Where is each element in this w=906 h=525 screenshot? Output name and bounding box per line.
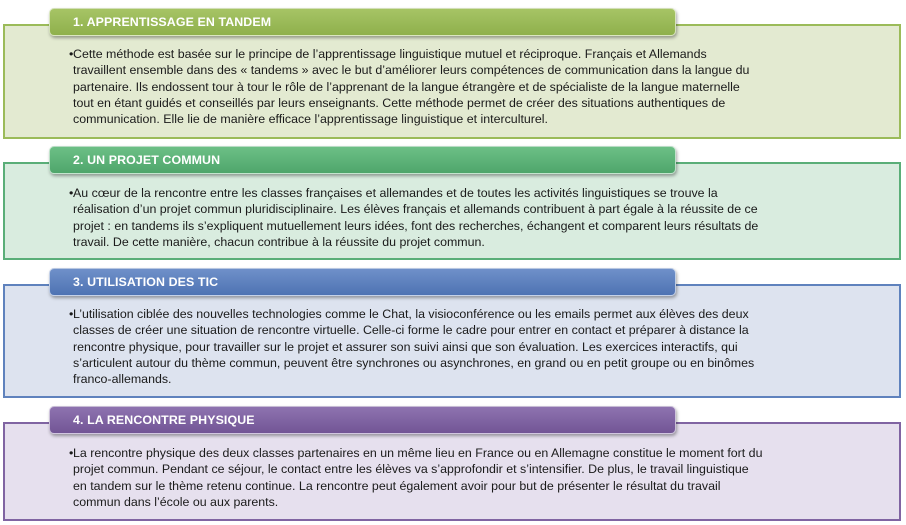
description-line: réalisation d’un projet commun pluridisciplinaire. Les élèves français et allemands contribuent à part égale à la réussite de ce <box>73 202 758 217</box>
description-line: projet commun. Pendant ce séjour, le contact entre les élèves va s’approfondir et s’intensifier. De plus, le travail linguistique <box>73 462 749 477</box>
description-line: L’utilisation ciblée des nouvelles technologies comme le Chat, la visioconférence ou les emails permet aux élèves des deux <box>73 307 749 321</box>
description-line: en tandem sur le thème retenu continue. La rencontre peut également avoir pour but de présenter le résultat du travail <box>73 478 721 493</box>
section-description <box>69 46 833 127</box>
section-title: 1. APPRENTISSAGE EN TANDEM <box>49 8 676 36</box>
description-line: Au cœur de la rencontre entre les classes françaises et allemandes et de toutes les activités linguistiques se trouve la <box>73 186 718 200</box>
description-line: travail. De cette manière, chacun contribue à la réussite du projet commun. <box>73 234 485 249</box>
section-description <box>69 445 833 510</box>
bullet-marker: • <box>69 307 74 321</box>
description-line: s’articulent autour du thème commun, peuvent être synchrones ou asynchrones, en grand ou en petit groupe ou en binômes <box>73 355 755 370</box>
section-title: 3. UTILISATION DES TIC <box>49 268 676 296</box>
description-line: classes de créer une situation de rencontre virtuelle. Celle-ci forme le cadre pour entrer en contact et préparer à distance la <box>73 323 749 338</box>
section-title: 2. UN PROJET COMMUN <box>49 146 676 174</box>
description-line: commun dans l’école ou aux parents. <box>73 494 279 509</box>
description-line: partenaire. Ils endossent tour à tour le rôle de l’apprenant de la langue étrangère et de spécialiste de la langue maternelle <box>73 79 740 94</box>
section-description <box>69 185 833 250</box>
description-line: projet : en tandems ils s’expliquent mutuellement leurs idées, font des recherches, échangent et comparent leurs résultats de <box>73 218 759 233</box>
description-line: tout en étant guidés et conseillés par leurs enseignants. Cette méthode permet de créer des situations authentiques de <box>73 95 726 110</box>
section-description <box>69 306 833 387</box>
description-line: rencontre physique, pour travailler sur le projet et assurer son suivi ainsi que son évaluation. Les exercices interactifs, qui <box>73 339 738 354</box>
bullet-marker: • <box>69 186 74 200</box>
section-title: 4. LA RENCONTRE PHYSIQUE <box>49 406 676 434</box>
bullet-marker: • <box>69 446 74 460</box>
bullet-marker: • <box>69 47 74 61</box>
description-line: travaillent ensemble dans des « tandems » avec le but d’améliorer leurs compétences de communication dans la langue du <box>73 63 750 78</box>
description-line: Cette méthode est basée sur le principe de l’apprentissage linguistique mutuel et réciproque. Français et Allemands <box>73 47 707 61</box>
description-line: communication. Elle lie de manière efficace l’apprentissage linguistique et interculturel. <box>73 112 549 127</box>
description-line: La rencontre physique des deux classes partenaires en un même lieu en France ou en Allemagne constitue le moment fort du <box>73 446 763 460</box>
description-line: franco-allemands. <box>73 372 172 387</box>
